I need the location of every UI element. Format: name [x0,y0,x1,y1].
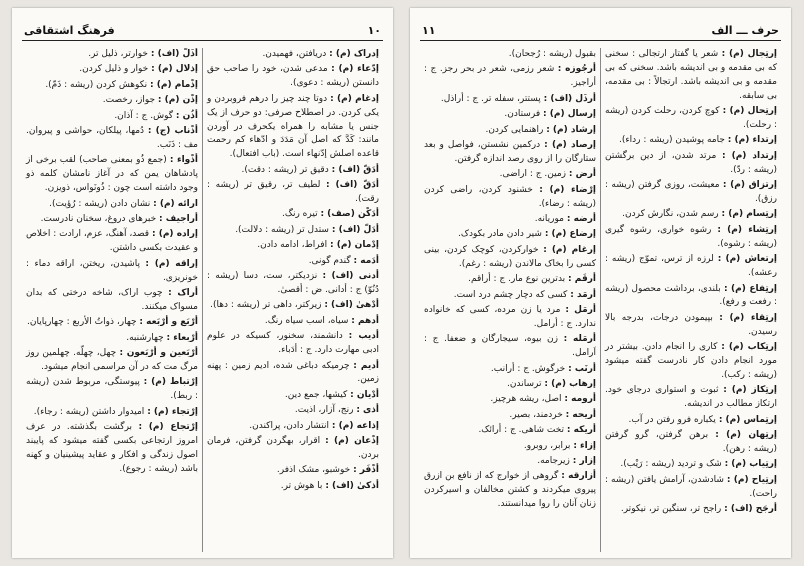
entry-definition: امیدوار داشتن (ریشه : رجاء). [33,406,145,417]
entry-headword: أذَلّ (اف) : [150,49,198,59]
dictionary-entry [605,179,777,207]
entry-headword: إرتِجال (م) : [721,49,777,59]
dictionary-entry [605,253,777,281]
entry-headword: إرهاب (م) : [544,378,596,389]
entry-definition: زن بیوه، سیجارگان و ضعفا. ج : اَرامل. [424,334,596,359]
dictionary-entry [424,124,596,138]
entry-definition: دانشمند، سخنور، کسیکه در علوم ادبی مهارت دارد. ج : أدَباء. [207,331,379,356]
entry-headword: إرسال (م) : [543,109,596,120]
entry-headword: أدهم : [351,315,379,326]
dictionary-entry [26,258,198,286]
dictionary-entry [207,360,379,388]
entry-headword: إراده (م) : [151,229,198,240]
entry-definition: یکباره فرو رفتن در آب. [628,414,716,425]
dictionary-entry [207,208,379,222]
entry-definition: تیره رنگ. [282,209,318,220]
dictionary-entry [605,384,777,412]
entry-headword: إرتِقاء (م) : [719,312,777,323]
dictionary-entry [26,154,198,196]
dictionary-entry [26,79,198,93]
dictionary-entry [424,63,596,91]
entry-definition: ثبوت و استواری درجای خود. ارتکاز مطالب در اندیشه. [605,385,777,410]
page-number: ١٠ [367,24,381,37]
entry-definition: با هوش تر. [280,480,323,491]
entry-headword: أرْبَع و أرْبَعه : [139,317,198,328]
dictionary-entry [207,270,379,298]
dictionary-entry [26,48,198,62]
entry-headword: أراک : [168,288,198,298]
dictionary-entry [424,139,596,167]
entry-definition: مرد یا زن مرده، کسی که خانواده ندارد. ج : أرامل. [424,304,596,329]
page-header [22,24,383,41]
dictionary-entry [26,213,198,227]
entry-definition: برابر، روبرو. [523,440,571,451]
column-right [203,48,383,552]
entry-definition: نزدیکتر، ست، دسا (ریشه : دُنُوّ) ج : أدانی. ض : أقصیٰ. [207,271,379,295]
entry-definition: خشنود کردن، راضی کردن (ریشه : رضاء). [424,184,596,209]
entry-headword: إرصاد (م) : [544,139,596,150]
entry-headword: إدغام (م) : [330,93,379,104]
entry-definition: شیر دادن مادر بکودک. [458,229,542,240]
dictionary-entry [605,48,777,104]
entry-headword: إرضاع (م) : [544,229,596,240]
page-columns [22,48,383,552]
entry-definition: خوارتر، ذلیل تر. [88,49,148,59]
page-header [420,24,781,41]
entry-definition: مرتد شدن، از دین برگشتن (ریشه : ردّ). [605,150,777,175]
entry-headword: إرتِهان (م) : [715,430,777,441]
dictionary-entry [207,164,379,178]
entry-definition: رسم شدن، نگارش کردن. [622,209,719,220]
entry-headword: أذُن : [175,110,198,121]
entry-headword: إرتِکاب (م) : [721,342,777,353]
dictionary-entry [424,48,596,62]
dictionary-entry [207,435,379,463]
entry-definition: چوب اراک، شاخه درختی که بدان مسواک میکنند. [26,288,198,312]
dictionary-entry [26,376,198,404]
entry-definition: خردمند، بصیر. [509,409,563,420]
dictionary-entry [207,464,379,478]
dictionary-entry [605,105,777,133]
entry-headword: إذْن (م) : [157,95,198,106]
dictionary-entry [424,289,596,303]
entry-definition: معیشت، روزی گرفتن (ریشه : رزق). [605,180,777,205]
entry-definition: پستتر، سفله تر. ج : أراذل. [440,93,541,104]
dictionary-entry [424,273,596,287]
dictionary-entry [424,333,596,361]
entry-headword: أدَلّ (اف) : [331,224,379,235]
entry-definition: بقبول (ریشه : رُجحان). [508,49,596,59]
entry-definition: شعر رزمی، شعر در بحر رجز. ج : أراجیز. [424,64,596,89]
entry-definition: درکمین نشستن، فواصل و بعد ستارگان را از روی رصد اندازه گرفتن. [424,139,596,164]
dictionary-entry [207,48,379,62]
entry-definition: لرزه از ترس، تموّج (ریشه : رعشه). [605,254,777,279]
entry-headword: أزارقه : [561,471,596,482]
entry-definition: شعر یا گفتار ارتجالی : سخنی که بی مقدمه و بی اندیشه باشد. سخنی که بی مقدمه و بی اندیشه باشد. ارتجالاً : بی مقدمه، بی سابقه. [605,49,777,101]
entry-definition: دریافتن، فهمیدن. [262,49,327,59]
entry-definition: شادشدن، آرامش یافتن (ریشه : راحت). [605,474,777,499]
entry-headword: إرتعاش (م) : [717,254,777,265]
dictionary-entry [424,108,596,122]
entry-headword: أرمَله : [563,334,596,345]
entry-definition: کیشها، جمع دین. [284,389,348,400]
column-left [420,48,601,552]
dictionary-entry [605,208,777,222]
entry-headword: أراجیف : [159,213,198,224]
dictionary-entry [424,93,596,107]
entry-definition: ستدل تر (ریشه : دلالت). [235,224,329,235]
entry-definition: قصد، آهنگ، عزم، ارادت : اخلاص و عقیدت بکسی داشتن. [26,229,198,254]
dictionary-entry [605,414,777,428]
dictionary-entry [424,304,596,332]
entry-definition: انتشار دادن، پراکندن. [249,420,330,431]
entry-definition: راجح تر، سنگین تر، نیکوتر. [620,504,722,515]
entry-definition: کاری را انجام دادن. بیشتر در مورد انجام دادن کار نادرست گفته میشود (ریشه : رکب). [605,342,777,380]
entry-headword: إرتِماس (م) : [718,414,777,425]
entry-headword: إرتِسام (م) : [721,209,777,220]
dictionary-entry [207,389,379,403]
entry-headword: أذکیٰ (اف) : [325,480,379,491]
dictionary-entry [26,198,198,212]
dictionary-entry [26,316,198,330]
entry-headword: أذْفَر : [353,465,379,476]
entry-headword: إرتِحال (م) : [722,106,777,117]
entry-definition: رشوه خواری، رشوه گیری (ریشه : رشوه). [605,224,777,249]
entry-headword: أریحه : [565,409,596,420]
entry-definition: (جمع ذُو بمعنی صاحب) لقب برخی از پادشاهان یمن که در آغاز نامشان کلمه ذو وجود داشته است چون : ذُونَواس، ذویزن. [26,155,198,194]
entry-headword: أدْهیٰ (اف) : [324,300,379,311]
entry-definition: فرستادن. [504,109,541,120]
dictionary-entry [424,244,596,272]
dictionary-entry [26,347,198,375]
column-right [601,48,781,552]
entry-definition: خوارکردن، کوچک کردن، بینی کسی را بخاک مالاندن (ریشه : رغم). [424,244,596,269]
entry-definition: نکوهش کردن (ریشه : ذَمّ). [45,79,148,90]
entry-headword: إرتزاق (م) : [722,180,777,191]
dictionary-entry [424,455,596,469]
entry-definition: مدعی شدن، خود را صاحب حق دانستن (ریشه : دعوی). [207,64,379,89]
entry-definition: موریانه. [534,213,564,224]
entry-definition: چهل، چهلّه. چهلمین روز مرگ مت که در آن مراسمی انجام میشود. [26,348,198,373]
entry-headword: إدّعاء (م) : [331,64,379,75]
dictionary-entry [424,378,596,392]
dictionary-entry [424,184,596,212]
dictionary-entry [26,110,198,124]
entry-headword: إذْمام (م) : [150,79,198,90]
entry-definition: پیوستگی، مربوط شدن (ریشه : ربط). [26,377,198,402]
dictionary-entry [424,228,596,242]
entry-headword: أدْیان : [350,389,379,400]
entry-headword: إذاعه (م) : [331,420,379,431]
entry-headword: أدیم : [353,360,380,371]
entry-headword: أذْواء : [169,155,198,166]
entry-definition: گندم گونی. [308,255,351,266]
dictionary-entry [605,150,777,178]
entry-headword: إرتِفاع (م) : [723,283,777,294]
entry-headword: إرتِیاح (م) : [726,474,777,485]
entry-headword: أرمَد : [570,289,596,300]
entry-definition: رنج، آزار، اذیت. [294,405,354,416]
entry-definition: خوار و ذلیل کردن. [79,64,149,75]
entry-definition: نشان دادن (ریشه : رُؤیت). [49,198,151,209]
entry-headword: إزار : [572,455,596,466]
entry-definition: چرمیکه دباغی شده، ادیم زمین : پهنه زمین. [207,360,379,385]
entry-headword: إرتداد (م) : [722,150,777,161]
dictionary-entry [207,239,379,253]
dictionary-entry [207,255,379,269]
column-left [22,48,203,552]
dictionary-entry [207,224,379,238]
entry-definition: چهار، ذواتُ الأربع : چهارپایان. [27,317,137,328]
right-page [410,8,791,558]
entry-definition: ترساندن. [507,378,542,389]
dictionary-entry [26,421,198,477]
dictionary-entry [207,420,379,434]
entry-definition: بلندی، برداشت محصول (ریشه : رفعت و رفع). [605,283,777,308]
entry-headword: أذْناب (ج) : [147,126,198,137]
entry-definition: کسی که دچار چشم درد است. [453,289,568,300]
entry-headword: أرجُوزه : [557,64,596,75]
page-number: ١١ [422,24,436,37]
entry-definition: کوچ کردن، رحلت کردن (ریشه : رحلت). [605,106,777,131]
entry-headword: أدنی (اف) : [322,271,379,282]
entry-headword: أرجَح (اف) : [724,504,777,515]
entry-headword: إرْتباط (م) : [143,377,198,388]
dictionary-entry [605,474,777,502]
left-page [12,8,393,558]
dictionary-entry [605,503,777,517]
dictionary-entry [605,312,777,340]
entry-headword: أرقَم : [568,274,596,285]
entry-headword: أدَکْن (صف) : [320,209,379,220]
dictionary-entry [424,363,596,377]
dictionary-entry [207,404,379,418]
entry-definition: دوتا چند چیز را درهم فروبردن و یکی کردن. در اصطلاح صرفی: دو حرف از یک جنس یا مشابه را همراه یکحرف در آوردن مانند: کَدَّ که اصل آن مَدَدَ و ادّهاء کم رحمت قاعده اصلش إدّنهاء است. (باب افتعال). [207,93,379,160]
entry-headword: أرذَل (اف) : [543,93,596,104]
entry-headword: إدراک (م) : [329,49,379,59]
dictionary-entry [424,440,596,454]
entry-headword: أرمَل : [565,304,596,315]
dictionary-entry [26,125,198,153]
dictionary-entry [207,330,379,358]
entry-definition: زیرکتر، داهی تر (ریشه : دها). [210,300,322,311]
dictionary-entry [605,429,777,457]
entry-headword: ارائه (م) : [153,198,198,209]
dictionary-entry [207,299,379,313]
entry-headword: أدَقّ (اف) : [331,164,379,175]
entry-definition: جامه پوشیدن (ریشه : رداء). [619,135,725,146]
dictionary-entry [207,315,379,329]
entry-definition: سیاه، اسب سیاه رنگ. [264,315,349,326]
entry-definition: خوشبو، مشک اذفر. [276,465,351,476]
entry-definition: خبرهای دروغ، سخنان نادرست. [40,213,157,224]
running-title: حرف ـــ الف [711,24,779,37]
entry-definition: خرگوش. ج : أرانب. [490,363,566,374]
dictionary-entry [424,393,596,407]
entry-definition: بپیمودن درجات، بدرجه بالا رسیدن. [605,312,777,337]
dictionary-entry [424,409,596,423]
entry-headword: أرنَب : [568,363,596,374]
entry-definition: اقرار، بهگردن گرفتن، فرمان بردن. [207,436,379,460]
dictionary-entry [207,480,379,494]
dictionary-entry [605,458,777,472]
entry-definition: برهن گرفتن، گرو گرفتن (ریشه : رهن). [605,430,777,454]
dictionary-entry [424,168,596,182]
dictionary-entry [207,63,379,91]
entry-definition: دُمها، پیلکان، حواشی و پیروان. مف : ذَنَب. [26,126,198,150]
entry-definition: زمین. ج : اراضی. [499,169,567,180]
entry-headword: إذلال (م) : [151,64,198,75]
dictionary-entry [26,228,198,256]
entry-definition: اصل، ریشه هرچیز. [490,394,562,405]
dictionary-entry [207,93,379,163]
dictionary-entry [605,283,777,311]
entry-definition: راهنمایی کردن. [485,124,544,135]
dictionary-entry [207,179,379,207]
entry-definition: گوش. ج : آذان. [114,110,173,121]
entry-headword: إراقه (م) : [145,258,198,269]
entry-headword: إرشاد (م) : [546,124,596,135]
entry-definition: پاشیدن، ریختن، اراقه دماء : خونریزی. [26,258,198,283]
dictionary-entry [26,63,198,77]
entry-definition: شک و تردید (ریشه : رَیْب). [620,459,722,470]
dictionary-entry [26,406,198,420]
dictionary-entry [605,341,777,383]
entry-headword: إرْضاء (م) : [539,184,596,195]
dictionary-entry [26,287,198,315]
entry-headword: أرضه : [566,213,596,224]
entry-definition: زیرجامه. [537,455,570,466]
entry-headword: إرْتجاع (م) : [138,422,198,433]
entry-headword: أرْبعاء : [166,332,198,343]
page-columns [420,48,781,552]
entry-headword: إرتداء (م) : [727,135,777,146]
entry-headword: أذی : [356,405,379,416]
entry-headword: إرْتجاء (م) : [147,406,198,417]
entry-headword: أرومه : [564,394,596,405]
entry-headword: إدْمان (م) : [329,240,379,251]
entry-headword: أدیب : [348,331,380,342]
dictionary-entry [424,213,596,227]
entry-headword: إرتِشاء (م) : [717,224,777,235]
entry-definition: چهارشنبه. [126,332,164,343]
entry-headword: أریکه : [566,425,596,436]
entry-definition: جواز، رخصت. [102,95,156,106]
entry-headword: إرغام (م) : [543,244,596,255]
entry-headword: أرْبَعین و أرْبَعون : [119,348,198,359]
entry-headword: إرتِیاب (م) : [724,459,777,470]
dictionary-entry [605,134,777,148]
entry-definition: دقیق تر (ریشه : دقت). [241,164,329,175]
dictionary-entry [605,224,777,252]
entry-definition: گروهی از خوارج که از نافع بن ازرق پیروی میکردند و کشتن مخالفان و اسیرکردن زنان آنان را روا میدانستند. [424,471,596,510]
entry-definition: بدترین نوع مار. ج : أراقم. [468,274,566,285]
entry-headword: أدَمه : [353,255,379,266]
dictionary-entry [26,332,198,346]
dictionary-entry [424,424,596,438]
entry-headword: أدَقّ (اف) : [326,180,379,191]
dictionary-entry [424,470,596,512]
entry-headword: أرض : [568,169,596,180]
entry-definition: برگشت بگذشته. در عرف امروز ارتجاعی بکسی گفته میشود که پایبند اصول زندگی و افکار و عقاید پیشینیان و کهنه باشد (ریشه : رجوع). [26,422,198,474]
running-title: فرهنگ اشتقاقی [24,24,115,37]
entry-definition: افراط، ادامه دادن. [257,240,328,251]
entry-headword: إرتِکاز (م) : [723,385,777,396]
entry-definition: تخت شاهی. ج : أرائک. [478,425,565,436]
entry-headword: إزاء : [573,440,596,451]
dictionary-entry [26,94,198,108]
entry-headword: إذْعان (م) : [325,436,379,447]
entry-definition: لطیف تر، رقیق تر (ریشه : رقت). [207,180,379,205]
